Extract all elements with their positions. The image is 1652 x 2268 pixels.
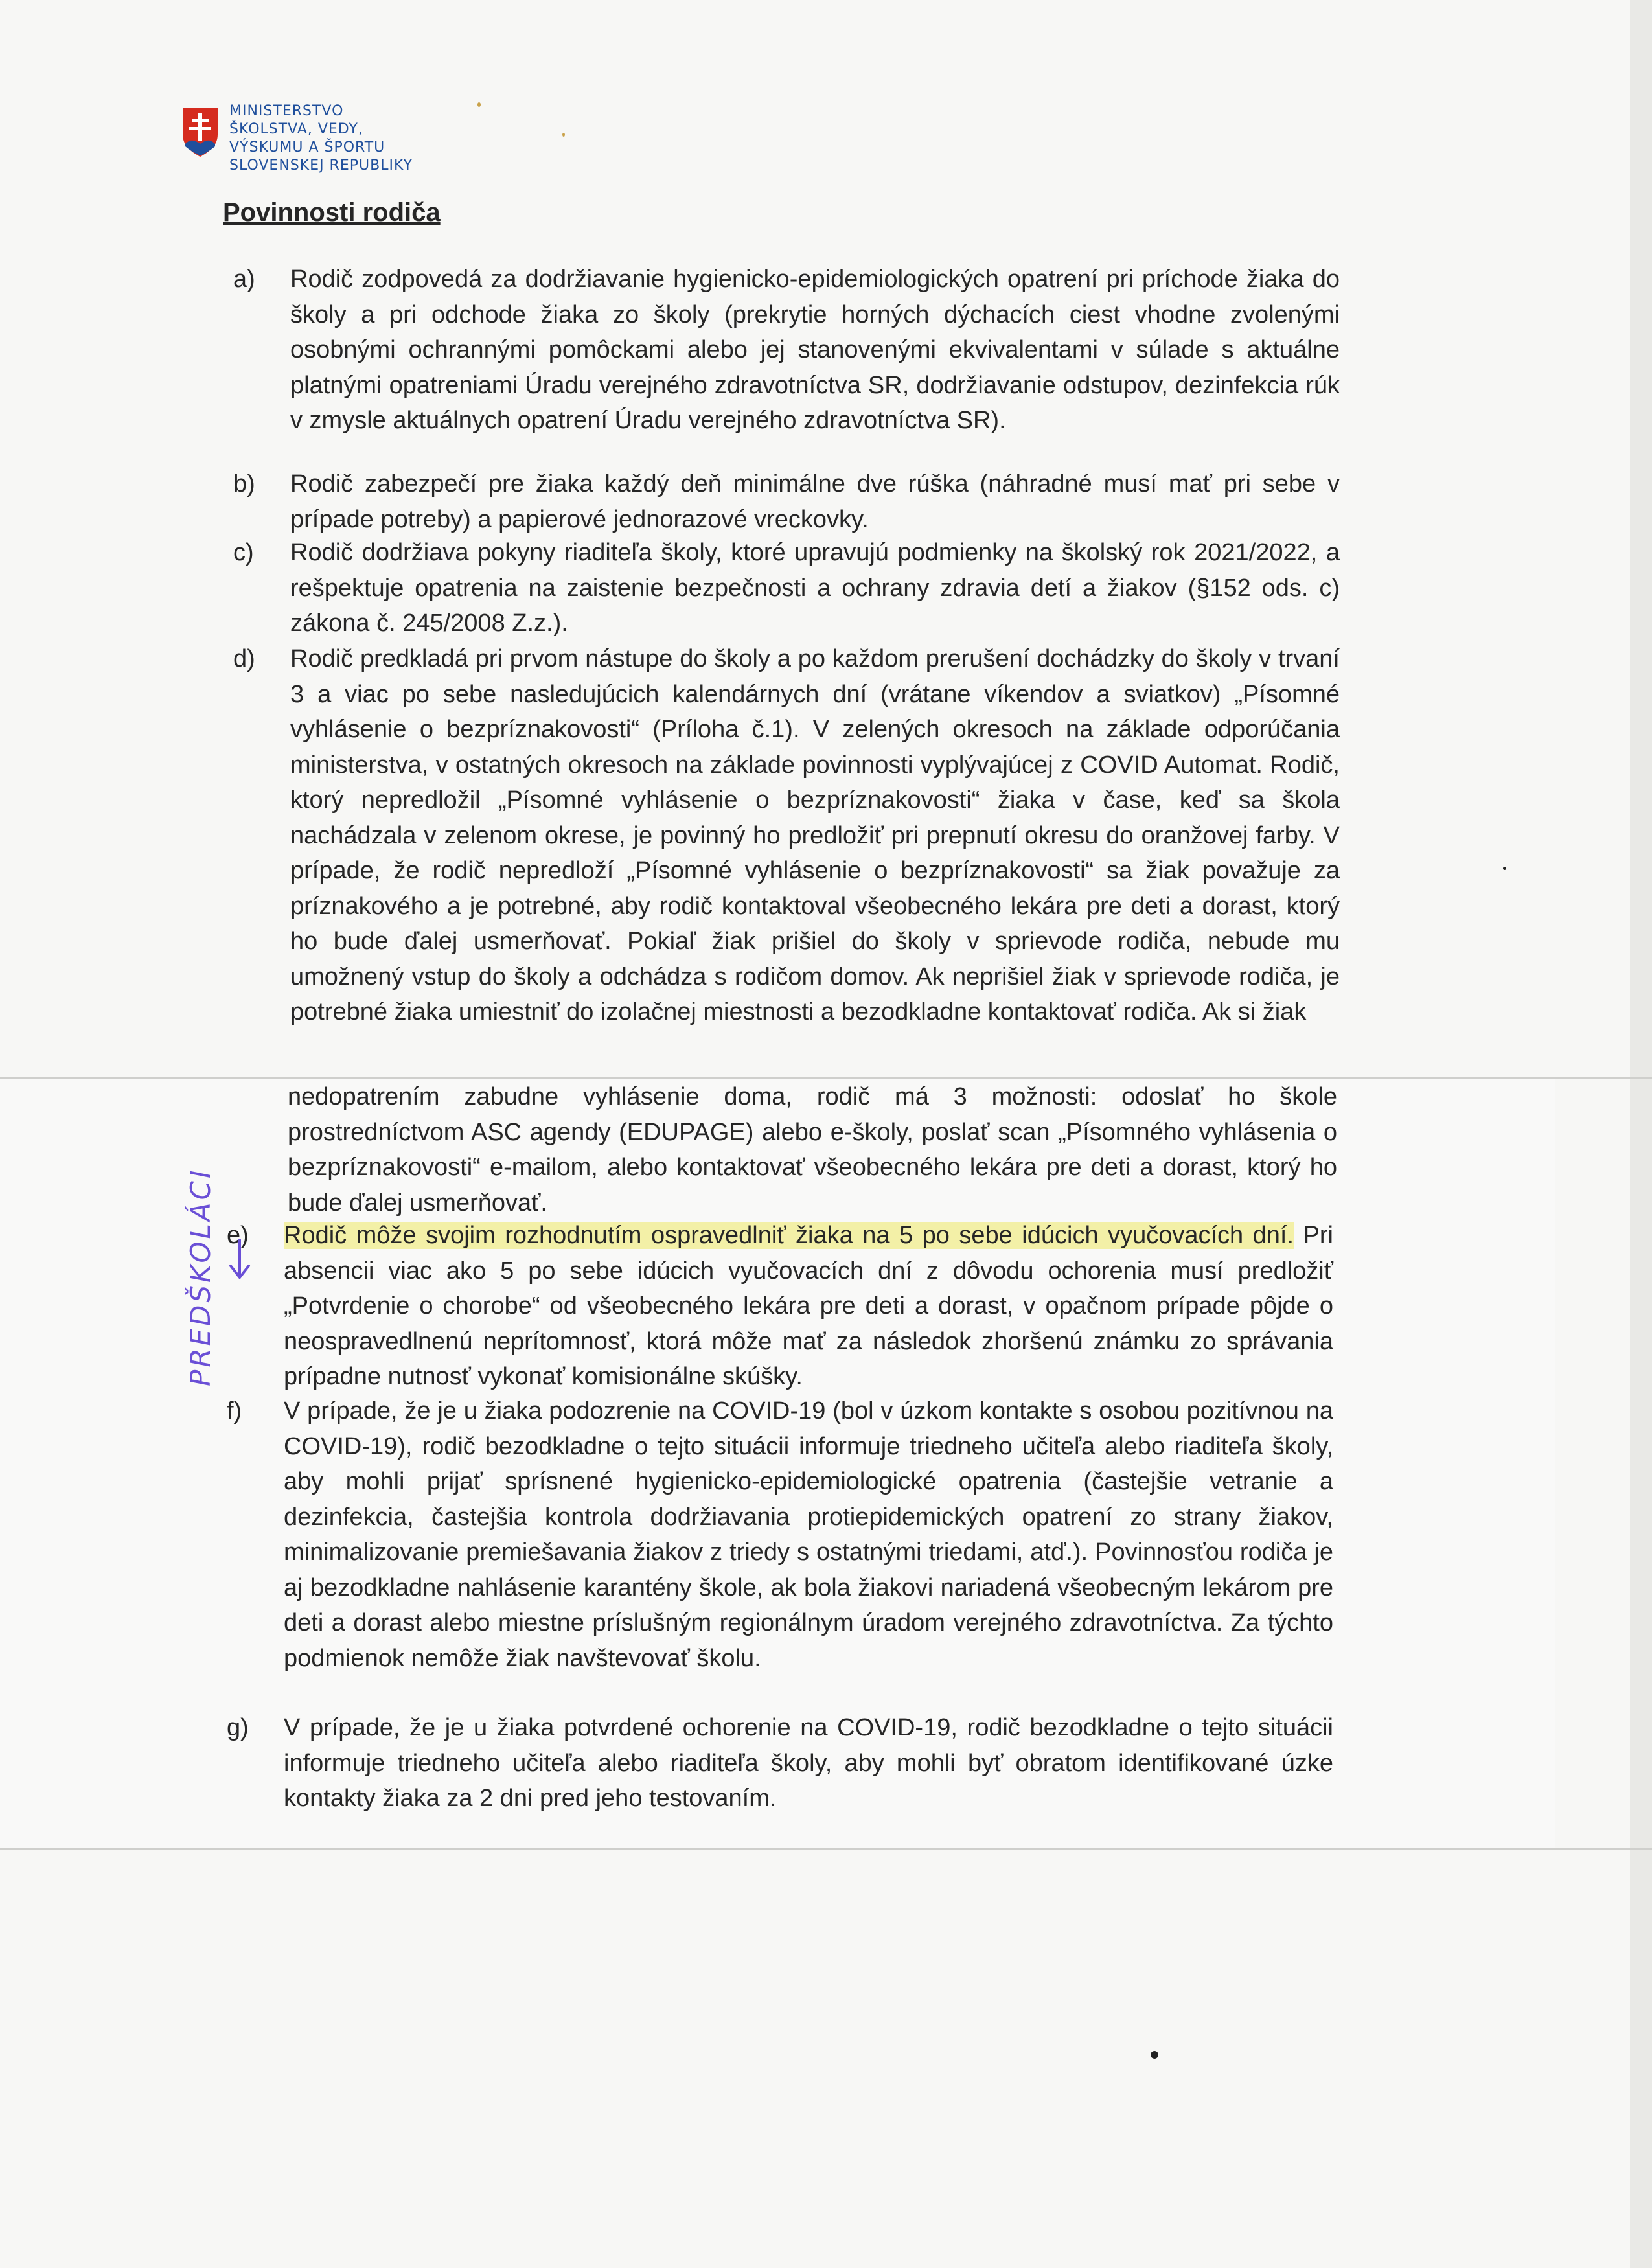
- item-label: g): [227, 1714, 249, 1741]
- highlighted-text: Rodič môže svojim rozhodnutím ospravedlniť žiaka na 5 po sebe idúcich vyučovacích dní.: [284, 1222, 1294, 1249]
- item-label: d): [233, 645, 255, 672]
- handwritten-arrow-icon: [227, 1237, 253, 1283]
- scan-speck: [1503, 867, 1506, 870]
- scan-speck: [477, 102, 481, 107]
- handwritten-note: PREDŠKOLÁCI: [185, 1167, 216, 1386]
- scan-speck: [562, 133, 565, 137]
- item-text: nedopatrením zabudne vyhlásenie doma, rodič má 3 možnosti: odoslať ho škole prostredníctvom ASC agendy (EDUPAGE) alebo e-školy, poslať scan „Písomného vyhlásenia o bezpríznakovosti“ e-mailom, alebo kontaktovať všeobecného lekára pre deti a dorast, ktorý ho bude ďalej usmerňovať.: [288, 1083, 1337, 1217]
- document-title: Povinnosti rodiča: [223, 198, 441, 227]
- slovak-coat-of-arms-icon: [181, 106, 219, 158]
- item-text: V prípade, že je u žiaka podozrenie na COVID-19 (bol v úzkom kontakte s osobou pozitívnou na COVID-19), rodič bezodkladne o tejto situácii informuje triedneho učiteľa alebo riaditeľa školy, aby mohli prijať sprísnené hygienicko-epidemiologické opatrenia (častejšie vetranie a dezinfekcia, častejšia kontrola dodržiavania protiepidemických opatrení zo strany žiakov, minimalizovanie premiešavania žiakov z triedy s ostatnými triedami, atď.). Povinnosťou rodiča je aj bezodkladne nahlásenie karantény škole, ak bola žiakovi nariadená všeobecným lekárom pre deti a dorast alebo miestne príslušným regionálnym úradom verejného zdravotníctva. Za týchto podmienok nemôže žiak navštevovať školu.: [284, 1397, 1333, 1672]
- item-label: a): [233, 266, 255, 293]
- item-label: e): [227, 1222, 249, 1249]
- ministry-line: MINISTERSTVO: [229, 103, 344, 119]
- scan-edge: [1630, 0, 1652, 2268]
- ministry-line: ŠKOLSTVA, VEDY,: [229, 121, 363, 137]
- item-label: f): [227, 1397, 242, 1425]
- ministry-name: [229, 102, 413, 175]
- item-text: [284, 1218, 1333, 1395]
- item-text: Rodič zabezpečí pre žiaka každý deň minimálne dve rúška (náhradné musí mať pri sebe v prípade potreby) a papierové jednorazové vreckovky.: [290, 470, 1340, 533]
- item-label: c): [233, 539, 254, 566]
- paper-fold-line: [0, 1848, 1652, 1850]
- item-label: b): [233, 470, 255, 498]
- ministry-line: VÝSKUMU A ŠPORTU: [229, 139, 385, 155]
- item-text: Rodič dodržiava pokyny riaditeľa školy, ktoré upravujú podmienky na školský rok 2021/2022, a rešpektuje opatrenia na zaistenie bezpečnosti a ochrany zdravia detí a žiakov (§152 ods. c) zákona č. 245/2008 Z.z.).: [290, 539, 1340, 637]
- item-text: Rodič zodpovedá za dodržiavanie hygienicko-epidemiologických opatrení pri príchode žiaka do školy a pri odchode žiaka zo školy (prekrytie horných dýchacích ciest vhodne zvolenými osobnými ochrannými pomôckami alebo jej stanovenými ekvivalentami v súlade s aktuálne platnými opatreniami Úradu verejného zdravotníctva SR, dodržiavanie odstupov, dezinfekcia rúk v zmysle aktuálnych opatrení Úradu verejného zdravotníctva SR).: [290, 266, 1340, 434]
- item-text-rest: Pri absencii viac ako 5 po sebe idúcich vyučovacích dní z dôvodu ochorenia musí predložiť „Potvrdenie o chorobe“ od všeobecného lekára pre deti a dorast, v opačnom prípade pôjde o neospravedlnenú neprítomnosť, ktorá môže mať za následok zhoršenú známku zo správania prípadne nutnosť vykonať komisionálne skúšky.: [284, 1222, 1333, 1390]
- ministry-logo: [181, 102, 453, 187]
- item-text: Rodič predkladá pri prvom nástupe do školy a po každom prerušení dochádzky do školy v trvaní 3 a viac po sebe nasledujúcich kalendárnych dní (vrátane víkendov a sviatkov) „Písomné vyhlásenie o bezpríznakovosti“ (Príloha č.1). V zelených okresoch na základe odporúčania ministerstva, v ostatných okresoch na základe povinnosti vyplývajúcej z COVID Automat. Rodič, ktorý nepredložil „Písomné vyhlásenie o bezpríznakovosti“ žiaka v čase, keď sa škola nachádzala v zelenom okrese, je povinný ho predložiť pri prepnutí okresu do oranžovej farby. V prípade, že rodič nepredloží „Písomné vyhlásenie o bezpríznakovosti“ sa žiak považuje za príznakového a je potrebné, aby rodič kontaktoval všeobecného lekára pre deti a dorast, ktorý ho bude ďalej usmerňovať. Pokiaľ žiak prišiel do školy v sprievode rodiča, nebude mu umožnený vstup do školy a odchádza s rodičom domov. Ak neprišiel žiak v sprievode rodiča, je potrebné žiaka umiestniť do izolačnej miestnosti a bezodkladne kontaktovať rodiča. Ak si žiak: [290, 645, 1340, 1025]
- ministry-line: SLOVENSKEJ REPUBLIKY: [229, 157, 413, 174]
- paper-fold-line: [0, 1077, 1652, 1079]
- scan-speck: [1151, 2051, 1158, 2059]
- item-text: V prípade, že je u žiaka potvrdené ochorenie na COVID-19, rodič bezodkladne o tejto situácii informuje triedneho učiteľa alebo riaditeľa školy, aby mohli byť obratom identifikované úzke kontakty žiaka za 2 dni pred jeho testovaním.: [284, 1714, 1333, 1812]
